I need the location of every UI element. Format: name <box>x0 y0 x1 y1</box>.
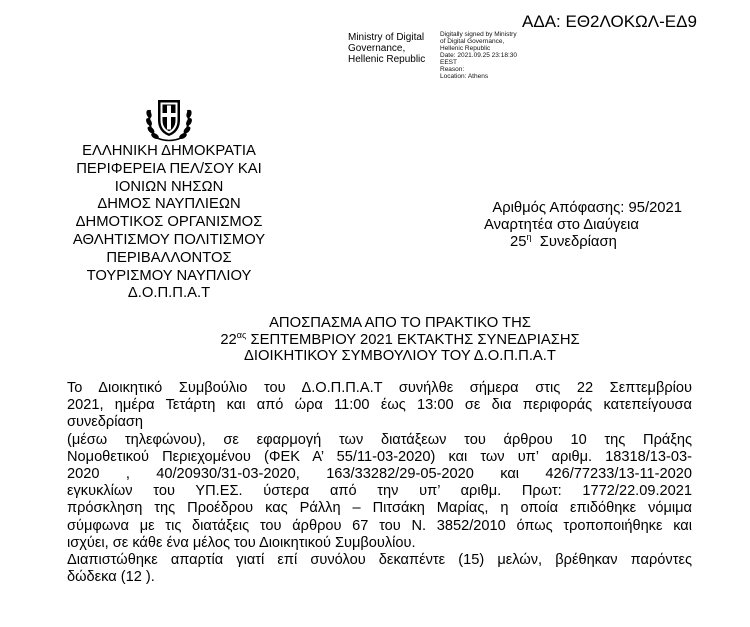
signature-detail-line: Location: Athens <box>440 73 489 80</box>
body-line: συνεδρίαση <box>67 414 144 431</box>
decision-number: Αριθμός Απόφασης: 95/2021 <box>492 200 682 216</box>
posting-note: Αναρτητέα στο Διαύγεια <box>484 217 639 234</box>
issuer-line: ΤΟΥΡΙΣΜΟΥ ΝΑΥΠΛΙΟΥ <box>86 267 252 284</box>
body-line: πρόσκληση της Προέδρου κας Ράλλη – Πιτσάκη Μαρίας, η οποία επιδόθηκε νόμιμα <box>67 500 692 517</box>
body-line: Νομοθετικού Περιεχομένου (ΦΕΚ Α’ 55/11-03-2020) και των υπ’ αριθμ. 18318/13-03- <box>67 448 692 465</box>
signature-detail-line: Date: 2021.09.25 23:18:30 <box>440 52 517 59</box>
body-line: 2021, ημέρα Τετάρτη και από ώρα 11:00 έως 13:00 σε δια περιφοράς κατεπείγουσα <box>67 397 692 414</box>
session-ordinal-suffix: η <box>526 232 532 243</box>
body-line: Διαπιστώθηκε απαρτία γιατί επί συνόλου δεκαπέντε (15) μελών, βρέθηκαν παρόντες <box>67 552 692 569</box>
signature-details <box>440 31 570 80</box>
signature-detail-line: Digitally signed by Ministry <box>440 31 517 38</box>
body-line: σύμφωνα με τις διατάξεις του άρθρου 67 του Ν. 3852/2010 όπως τροποποιήθηκε και <box>67 517 692 534</box>
issuer-line: Δ.Ο.Π.Π.Α.Τ <box>127 285 211 302</box>
signature-detail-line: Hellenic Republic <box>440 45 491 52</box>
issuer-line: ΕΛΛΗΝΙΚΗ ΔΗΜΟΚΡΑΤΙΑ <box>82 143 256 159</box>
signature-detail-line: of Digital Governance, <box>440 38 505 45</box>
signer-line: Hellenic Republic <box>348 54 426 65</box>
ada-code: ΑΔΑ: ΕΘ2ΛΟΚΩΛ-ΕΔ9 <box>522 12 697 31</box>
digital-signer <box>348 32 440 65</box>
issuer-line: ΑΘΛΗΤΙΣΜΟΥ ΠΟΛΙΤΙΣΜΟΥ <box>72 231 266 248</box>
excerpt-date-rest: ΣΕΠΤΕΜΒΡΙΟΥ 2021 ΕΚΤΑΚΤΗΣ ΣΥΝΕΔΡΙΑΣΗΣ <box>246 331 580 348</box>
greek-state-emblem-icon <box>143 94 195 144</box>
session-number <box>460 234 690 251</box>
excerpt-line <box>130 329 670 349</box>
signature-detail-line: EEST <box>440 59 457 66</box>
issuing-authority <box>46 143 292 303</box>
decision-info <box>460 200 690 252</box>
excerpt-day-suffix: ας <box>236 329 247 340</box>
issuer-line: ΙΟΝΙΩΝ ΝΗΣΩΝ <box>114 178 224 195</box>
body-line: 2020 , 40/20930/31-03-2020, 163/33282/29-05-2020 και 426/77233/13-11-2020 <box>67 466 692 483</box>
issuer-line: ΠΕΡΙΒΑΛΛΟΝΤΟΣ <box>106 249 232 266</box>
issuer-line: ΔΗΜΟΣ ΝΑΥΠΛΙΕΩΝ <box>97 196 241 213</box>
body-line: ισχύει, σε κάθε ένα μέλος του Διοικητικού Συμβουλίου. <box>67 534 416 551</box>
minutes-body <box>67 380 692 586</box>
issuer-line: ΔΗΜΟΤΙΚΟΣ ΟΡΓΑΝΙΣΜΟΣ <box>75 214 263 231</box>
body-line: (μέσω τηλεφώνου), σε εφαρμογή των διατάξεων του άρθρου 10 της Πράξης <box>67 431 692 448</box>
body-line: εγκυκλίων του ΥΠ.ΕΣ. ύστερα από την υπ’ αριθμ. Πρωτ: 1772/22.09.2021 <box>67 483 692 500</box>
excerpt-day: 22 <box>220 331 237 348</box>
excerpt-line: ΔΙΟΙΚΗΤΙΚΟΥ ΣΥΜΒΟΥΛΙΟΥ ΤΟΥ Δ.Ο.Π.Π.Α.Τ <box>244 348 556 365</box>
signature-detail-line: Reason: <box>440 66 465 73</box>
signer-line: Ministry of Digital <box>348 32 425 43</box>
body-line: δώδεκα (12 ). <box>67 569 155 586</box>
body-line: Το Διοικητικό Συμβούλιο του Δ.Ο.Π.Π.Α.Τ συνήλθε σήμερα στις 22 Σεπτεμβρίου <box>67 380 692 396</box>
excerpt-line: ΑΠΟΣΠΑΣΜΑ ΑΠΟ ΤΟ ΠΡΑΚΤΙΚΟ ΤΗΣ <box>269 315 531 331</box>
excerpt-title <box>130 315 670 365</box>
session-word: Συνεδρίαση <box>539 234 617 251</box>
issuer-line: ΠΕΡΙΦΕΡΕΙΑ ΠΕΛ/ΣΟΥ ΚΑΙ <box>76 160 262 177</box>
signer-line: Governance, <box>348 43 406 54</box>
session-ordinal: 25 <box>510 234 527 251</box>
